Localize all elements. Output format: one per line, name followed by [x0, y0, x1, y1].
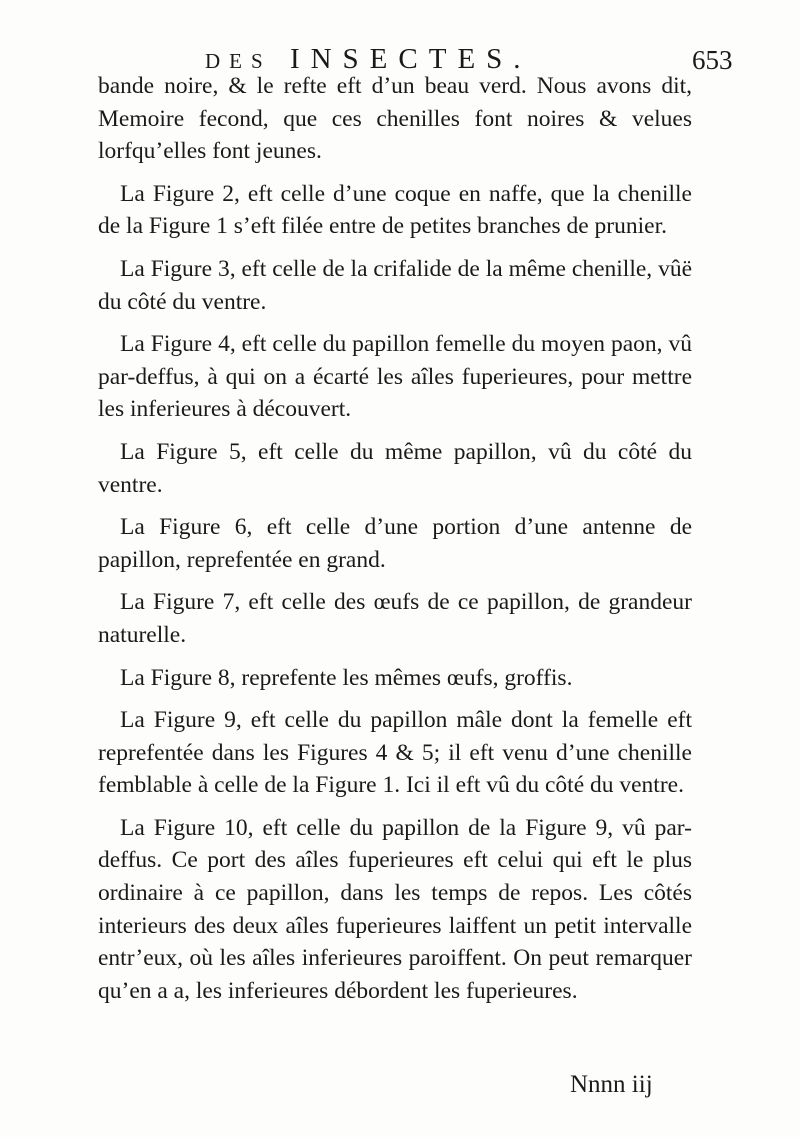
paragraph-figure-7: La Figure 7, eft celle des œufs de ce papillon, de grandeur naturelle. [98, 589, 692, 648]
running-title-main: INSECTES. [289, 43, 532, 75]
paragraph-figure-3: La Figure 3, eft celle de la crifalide de la même chenille, vûë du côté du ventre. [98, 255, 692, 315]
paragraph-figure-8: La Figure 8, reprefente les mêmes œufs, groffis. [120, 664, 573, 691]
paragraph-figure-2: La Figure 2, eft celle d’une coque en naffe, que la chenille de la Figure 1 s’eft filée entre de petites branches de prunier. [98, 180, 692, 240]
paragraph-figure-9: La Figure 9, eft celle du papillon mâle dont la femelle eft reprefentée dans les Figures 4 & 5; il eft venu d’une chenille femblable à celle de la Figure 1. Ici il eft vû du côté du ventre. [98, 707, 692, 799]
paragraph-figure-10: La Figure 10, eft celle du papillon de la Figure 9, vû par-deffus. Ce port des aîles fuperieures eft celui qui eft le plus ordinaire à ce papillon, dans les temps de repos. Les côtés interieurs des deux aîles fuperieures laiffent un petit intervalle entr’eux, où les aîles inferieures paroiffent. On peut remarquer qu’en a a, les inferieures débordent les fuperieures. [98, 814, 692, 1004]
running-title-prefix: DES [205, 49, 272, 73]
signature-mark: Nnnn iij [570, 1071, 653, 1098]
body-text [98, 70, 692, 1007]
paragraph-figure-6: La Figure 6, eft celle d’une portion d’une antenne de papillon, reprefentée en grand. [98, 514, 692, 573]
paragraph-figure-4: La Figure 4, eft celle du papillon femelle du moyen paon, vû par-deffus, à qui on a écarté les aîles fuperieures, pour mettre les inferieures à découvert. [98, 331, 692, 423]
page-number: 653 [692, 45, 733, 75]
paragraph-continuation: bande noire, & le refte eft d’un beau verd. Nous avons dit, Memoire fecond, que ces chenilles font noires & velues lorfqu’elles font jeunes. [98, 73, 692, 165]
paragraph-figure-5: La Figure 5, eft celle du même papillon, vû du côté du ventre. [98, 438, 692, 498]
